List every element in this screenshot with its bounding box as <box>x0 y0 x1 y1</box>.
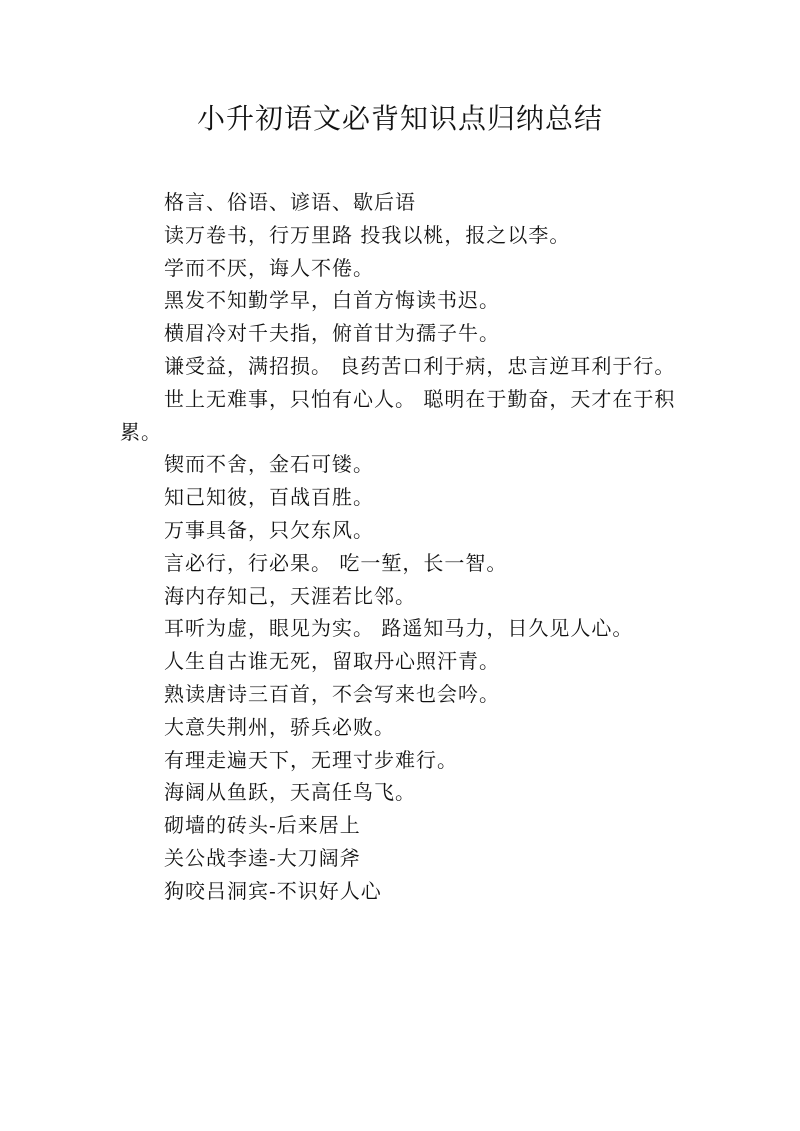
paragraph: 有理走遍天下，无理寸步难行。 <box>164 747 458 772</box>
paragraph: 谦受益，满招损。 良药苦口利于病，忠言逆耳利于行。 <box>164 353 676 378</box>
paragraph: 人生自古谁无死，留取丹心照汗青。 <box>164 649 500 674</box>
paragraph: 大意失荆州，骄兵必败。 <box>164 714 395 739</box>
paragraph: 读万卷书，行万里路 投我以桃，报之以李。 <box>164 222 571 247</box>
paragraph: 海内存知己，天涯若比邻。 <box>164 583 416 608</box>
paragraph: 世上无难事，只怕有心人。 聪明在于勤奋，天才在于积累。 <box>120 386 676 444</box>
paragraph: 言必行，行必果。 吃一堑，长一智。 <box>164 550 508 575</box>
paragraph: 横眉冷对千夫指，俯首甘为孺子牛。 <box>164 321 500 346</box>
document-body <box>120 186 700 908</box>
document-title: 小升初语文必背知识点归纳总结 <box>196 102 603 135</box>
paragraph: 狗咬吕洞宾-不识好人心 <box>164 878 382 903</box>
paragraph: 格言、俗语、谚语、歇后语 <box>164 190 416 214</box>
paragraph: 知己知彼，百战百胜。 <box>164 485 374 510</box>
paragraph: 黑发不知勤学早，白首方悔读书迟。 <box>164 288 500 313</box>
paragraph: 海阔从鱼跃，天高任鸟飞。 <box>164 780 416 805</box>
paragraph: 锲而不舍，金石可镂。 <box>164 452 374 477</box>
paragraph: 砌墙的砖头-后来居上 <box>164 813 361 838</box>
paragraph: 万事具备，只欠东风。 <box>164 517 374 542</box>
paragraph: 熟读唐诗三百首，不会写来也会吟。 <box>164 681 500 706</box>
paragraph: 关公战李逵-大刀阔斧 <box>164 845 361 870</box>
paragraph: 学而不厌，诲人不倦。 <box>164 255 374 280</box>
paragraph: 耳听为虚，眼见为实。 路遥知马力，日久见人心。 <box>164 616 634 641</box>
